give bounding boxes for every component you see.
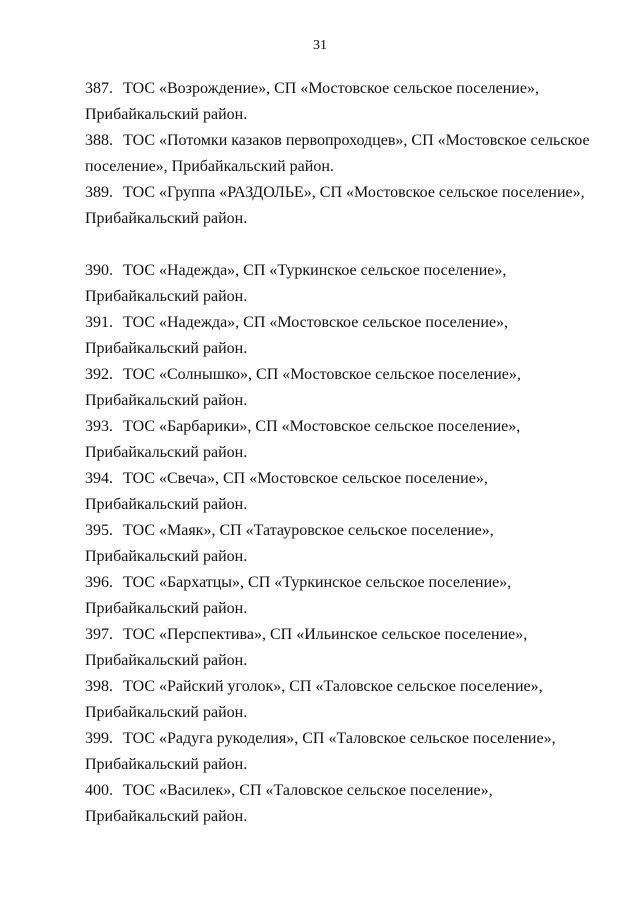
- entry-text-continued: Прибайкальский район.: [85, 756, 248, 773]
- entry-text: ТОС «Перспектива», СП «Ильинское сельское поселение»,: [123, 626, 528, 643]
- list-item: [85, 76, 585, 128]
- entry-text-continued: Прибайкальский район.: [85, 392, 248, 409]
- entry-text: ТОС «Свеча», СП «Мостовское сельское поселение»,: [123, 470, 488, 487]
- list-item: [85, 466, 585, 518]
- entry-number: 389.: [85, 184, 113, 201]
- entry-number: 390.: [85, 262, 113, 279]
- entry-text: ТОС «Райский уголок», СП «Таловское сельское поселение»,: [123, 678, 543, 695]
- entry-number: 387.: [85, 80, 113, 97]
- entry-number: 396.: [85, 574, 113, 591]
- entry-text-continued: Прибайкальский район.: [85, 106, 248, 123]
- entry-text-continued: поселение», Прибайкальский район.: [85, 158, 334, 175]
- entry-text-continued: Прибайкальский район.: [85, 600, 248, 617]
- list-item: [85, 310, 585, 362]
- entry-text-continued: Прибайкальский район.: [85, 288, 248, 305]
- entry-number: 395.: [85, 522, 113, 539]
- entry-number: 391.: [85, 314, 113, 331]
- entry-text-continued: Прибайкальский район.: [85, 210, 248, 227]
- entry-number: 393.: [85, 418, 113, 435]
- entry-text: ТОС «Потомки казаков первопроходцев», СП «Мостовское сельское: [123, 132, 590, 149]
- entry-number: 399.: [85, 730, 113, 747]
- entry-text: ТОС «Василек», СП «Таловское сельское поселение»,: [123, 782, 493, 799]
- page-number: 31: [313, 38, 327, 53]
- entry-text: ТОС «Солнышко», СП «Мостовское сельское поселение»,: [123, 366, 521, 383]
- entry-text: ТОС «Маяк», СП «Татауровское сельское поселение»,: [123, 522, 494, 539]
- entry-number: 398.: [85, 678, 113, 695]
- entry-text: ТОС «Бархатцы», СП «Туркинское сельское поселение»,: [123, 574, 512, 591]
- list-item: [85, 258, 585, 310]
- list-item: [85, 414, 585, 466]
- list-item: [85, 778, 585, 830]
- entry-text: ТОС «Надежда», СП «Мостовское сельское поселение»,: [123, 314, 509, 331]
- list-item: [85, 726, 585, 778]
- entry-number: 388.: [85, 132, 113, 149]
- entry-text-continued: Прибайкальский район.: [85, 704, 248, 721]
- entry-number: 397.: [85, 626, 113, 643]
- entry-text-continued: Прибайкальский район.: [85, 548, 248, 565]
- entry-text: ТОС «Барбарики», СП «Мостовское сельское поселение»,: [123, 418, 521, 435]
- entry-text: ТОС «Возрождение», СП «Мостовское сельское поселение»,: [123, 80, 539, 97]
- list-item: [85, 570, 585, 622]
- list-item: [85, 128, 590, 180]
- list-item: [85, 180, 585, 232]
- list-item: [85, 518, 585, 570]
- entry-text-continued: Прибайкальский район.: [85, 652, 248, 669]
- list-item: [85, 362, 585, 414]
- list-item: [85, 674, 585, 726]
- entry-number: 400.: [85, 782, 113, 799]
- blank-line: [85, 232, 585, 258]
- entry-number: 394.: [85, 470, 113, 487]
- entry-number: 392.: [85, 366, 113, 383]
- entry-list: [85, 76, 590, 830]
- entry-text-continued: Прибайкальский район.: [85, 340, 248, 357]
- entry-text: ТОС «Надежда», СП «Туркинское сельское поселение»,: [123, 262, 507, 279]
- entry-text: ТОС «Радуга рукоделия», СП «Таловское сельское поселение»,: [123, 730, 556, 747]
- entry-text-continued: Прибайкальский район.: [85, 808, 248, 825]
- entry-text-continued: Прибайкальский район.: [85, 444, 248, 461]
- entry-text-continued: Прибайкальский район.: [85, 496, 248, 513]
- entry-text: ТОС «Группа «РАЗДОЛЬЕ», СП «Мостовское сельское поселение»,: [123, 184, 585, 201]
- list-item: [85, 622, 585, 674]
